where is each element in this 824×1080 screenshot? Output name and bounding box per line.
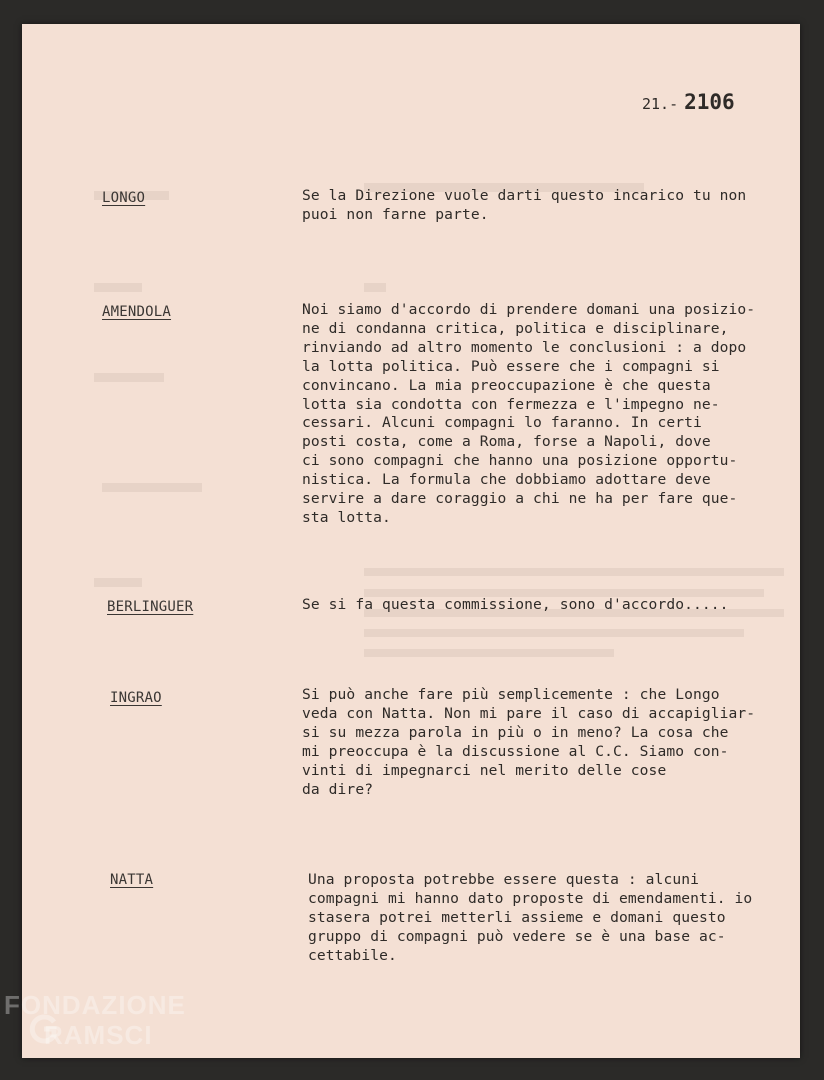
statement-berlinguer: Se si fa questa commissione, sono d'accordo..... [302, 596, 729, 613]
speaker-amendola: AMENDOLA [102, 304, 172, 320]
document-page [22, 24, 800, 1058]
fondazione-gramsci-watermark [4, 990, 186, 1050]
watermark-line-2: RAMSCI [44, 1020, 153, 1050]
statement-ingrao: Si può anche fare più semplicemente : che Longo veda con Natta. Non mi pare il caso di accapigliar- si su mezza parola in più o in meno? La cosa che mi preoccupa è la discussione al C.C. Siamo con- vinti di impegnarci nel merito delle cose da dire? [302, 686, 756, 798]
speaker-natta: NATTA [110, 872, 154, 888]
page-number-small: 21.- [642, 95, 679, 113]
statement-longo: Se la Direzione vuole darti questo incarico tu non puoi non farne parte. [302, 187, 747, 223]
statement-natta: Una proposta potrebbe essere questa : alcuni compagni mi hanno dato proposte di emendamenti. io stasera potrei metterli assieme e domani questo gruppo di compagni può vedere se è una base ac- cettabile. [308, 871, 753, 964]
speaker-berlinguer: BERLINGUER [107, 599, 194, 615]
page-number-large: 2106 [684, 90, 735, 114]
statement-amendola: Noi siamo d'accordo di prendere domani una posizio- ne di condanna critica, politica e disciplinare, rinviando ad altro momento le conclusioni : a dopo la lotta politica. Può essere che i compagni si convincano. La mia preoccupazione è che questa lotta sia condotta con fermezza e l'impegno ne- cessari. Alcuni compagni lo faranno. In certi posti costa, come a Roma, forse a Napoli, dove ci sono compagni che hanno una posizione opportu- nistica. La formula che dobbiamo adottare deve servire a dare coraggio a chi ne ha per fare que- sta lotta. [302, 301, 756, 526]
speaker-longo: LONGO [102, 190, 146, 206]
speaker-ingrao: INGRAO [110, 690, 162, 706]
gramsci-g-icon [26, 1014, 60, 1044]
page-number [642, 90, 735, 114]
watermark-line-1: FONDAZIONE [4, 990, 186, 1020]
